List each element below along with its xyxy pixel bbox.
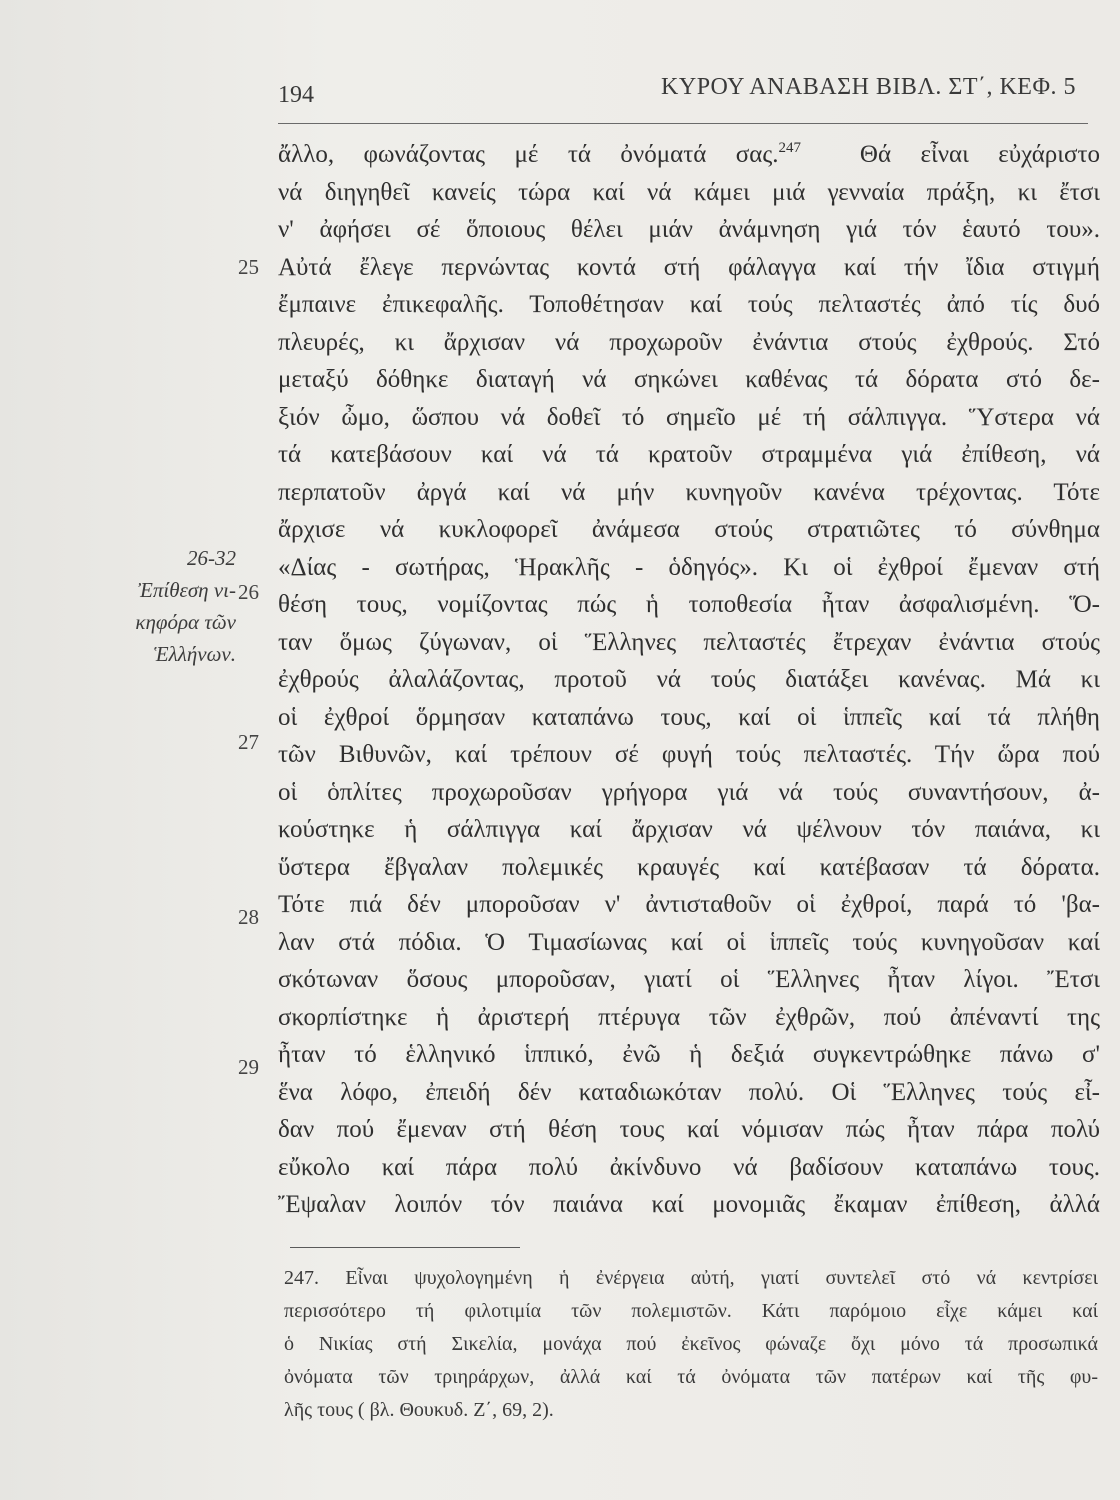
text-line: τά κατεβάσουν καί νά τά κρατοῦν στραμμένα γιά ἐπίθεση, νά xyxy=(278,441,1100,468)
footnote-line: περισσότερο τή φιλοτιμία τῶν πολεμιστῶν. Κάτι παρόμοιο εἶχε κάμει καί xyxy=(284,1300,1098,1322)
running-title: ΚΥΡΟΥ ΑΝΑΒΑΣΗ ΒΙΒΛ. ΣΤ΄, ΚΕΦ. 5 xyxy=(661,74,1076,100)
section-number: 27 xyxy=(238,730,259,754)
section-number: 26 xyxy=(238,580,259,604)
text-line: ν' ἀφήσει σέ ὅποιους θέλει μιάν ἀνάμνηση γιά τόν ἑαυτό του». xyxy=(278,216,1100,243)
text-line: λαν στά πόδια. Ὁ Τιμασίωνας καί οἱ ἱππεῖς τούς κυνηγοῦσαν καί xyxy=(278,928,1100,956)
footnotes xyxy=(284,1262,1098,1427)
text-line: πλευρές, κι ἄρχισαν νά προχωροῦν ἐνάντια στούς ἐχθρούς. Στό xyxy=(278,328,1100,356)
footnote-rule xyxy=(290,1247,520,1248)
side-note-range: 26-32 xyxy=(187,546,236,570)
text-line: περπατοῦν ἀργά καί νά μήν κυνηγοῦν κανένα τρέχοντας. Τότε xyxy=(278,478,1100,506)
text-line: Τότε πιά δέν μποροῦσαν ν' ἀντισταθοῦν οἱ ἐχθροί, παρά τό 'βα- xyxy=(278,891,1100,918)
section-number: 29 xyxy=(238,1055,259,1079)
text-line: σκορπίστηκε ἡ ἀριστερή πτέρυγα τῶν ἐχθρῶν, πού ἀπέναντί της xyxy=(278,1003,1100,1031)
text-line: ἕνα λόφο, ἐπειδή δέν καταδιωκόταν πολύ. Οἱ Ἕλληνες τούς εἶ- xyxy=(278,1078,1100,1106)
text-line: Ἔψαλαν λοιπόν τόν παιάνα καί μονομιᾶς ἔκαμαν ἐπίθεση, ἀλλά xyxy=(278,1191,1100,1218)
page-number: 194 xyxy=(278,82,314,108)
text-line: κούστηκε ἡ σάλπιγγα καί ἄρχισαν νά ψέλνουν τόν παιάνα, κι xyxy=(278,816,1100,843)
section-number: 28 xyxy=(238,905,259,929)
text-line: ξιόν ὦμο, ὥσπου νά δοθεῖ τό σημεῖο μέ τή σάλπιγγα. Ὕστερα νά xyxy=(278,403,1100,431)
text-line: ταν ὅμως ζύγωναν, οἱ Ἕλληνες πελταστές ἔτρεχαν ἐνάντια στούς xyxy=(278,628,1100,656)
main-text xyxy=(278,136,1100,1224)
text-line: νά διηγηθεῖ κανείς τώρα καί νά κάμει μιά γενναία πράξη, κι ἔτσι xyxy=(278,178,1100,206)
text-line: ἄρχισε νά κυκλοφορεῖ ἀνάμεσα στούς στρατιῶτες τό σύνθημα xyxy=(278,516,1100,543)
text-line-continuation: Θά εἶναι εὐχάριστο xyxy=(859,141,1100,168)
text-line: «Δίας - σωτήρας, Ἡρακλῆς - ὁδηγός». Κι οἱ ἐχθροί ἔμεναν στή xyxy=(278,553,1100,581)
text-line: οἱ ὁπλίτες προχωροῦσαν γρήγορα γιά νά τούς συναντήσουν, ἀ- xyxy=(278,778,1100,806)
text-line: ἦταν τό ἑλληνικό ἱππικό, ἐνῶ ἡ δεξιά συγκεντρώθηκε πάνω σ' xyxy=(278,1041,1100,1068)
footnote-line: 247. Εἶναι ψυχολογημένη ἡ ἐνέργεια αὐτή, γιατί συντελεῖ στό νά κεντρίσει xyxy=(284,1267,1098,1289)
side-note-line: Ἑλλήνων. xyxy=(153,642,236,666)
footnote-line: ὁ Νικίας στή Σικελία, μονάχα πού ἐκεῖνος φώναζε ὄχι μόνο τά προσωπικά xyxy=(284,1333,1098,1355)
text-line xyxy=(278,136,1100,174)
text-line: σκότωναν ὅσους μποροῦσαν, γιατί οἱ Ἕλληνες ἦταν λίγοι. Ἔτσι xyxy=(278,966,1100,993)
text-line: ὕστερα ἔβγαλαν πολεμικές κραυγές καί κατέβασαν τά δόρατα. xyxy=(278,853,1100,881)
footnote-line: λῆς τους ( βλ. Θουκυδ. Ζ΄, 69, 2). xyxy=(284,1399,554,1421)
text-line: εὔκολο καί πάρα πολύ ἀκίνδυνο νά βαδίσουν καταπάνω τους. xyxy=(278,1153,1100,1181)
text-line: ἐχθρούς ἀλαλάζοντας, προτοῦ νά τούς διατάξει κανένας. Μά κι xyxy=(278,666,1100,693)
text-line: θέση τους, νομίζοντας πώς ἡ τοποθεσία ἦταν ἀσφαλισμένη. Ὅ- xyxy=(278,591,1100,618)
side-note-line: κηφόρα τῶν xyxy=(135,610,236,634)
page-header xyxy=(278,74,1076,108)
text-line: δαν πού ἔμεναν στή θέση τους καί νόμισαν πώς ἦταν πάρα πολύ xyxy=(278,1116,1100,1143)
text-line: ἔμπαινε ἐπικεφαλῆς. Τοποθέτησαν καί τούς πελταστές ἀπό τίς δυό xyxy=(278,291,1100,318)
text-line: Αὐτά ἔλεγε περνώντας κοντά στή φάλαγγα καί τήν ἴδια στιγμή xyxy=(278,253,1100,281)
section-number: 25 xyxy=(238,255,259,279)
text-line-content: ἄλλο, φωνάζοντας μέ τά ὀνόματά σας. xyxy=(278,141,779,168)
side-note-line: Ἐπίθεση νι- xyxy=(138,578,236,602)
text-line: μεταξύ δόθηκε διαταγή νά σηκώνει καθένας τά δόρατα στό δε- xyxy=(278,366,1100,393)
text-line: τῶν Βιθυνῶν, καί τρέπουν σέ φυγή τούς πελταστές. Τήν ὥρα πού xyxy=(278,741,1100,768)
header-rule xyxy=(278,123,1088,124)
footnote-marker[interactable]: 247 xyxy=(778,140,802,156)
margin-side-note xyxy=(76,542,236,670)
footnote-line: ὀνόματα τῶν τριηράρχων, ἀλλά καί τά ὀνόματα τῶν πατέρων καί τῆς φυ- xyxy=(284,1366,1098,1388)
text-line: οἱ ἐχθροί ὅρμησαν καταπάνω τους, καί οἱ ἱππεῖς καί τά πλήθη xyxy=(278,703,1100,731)
